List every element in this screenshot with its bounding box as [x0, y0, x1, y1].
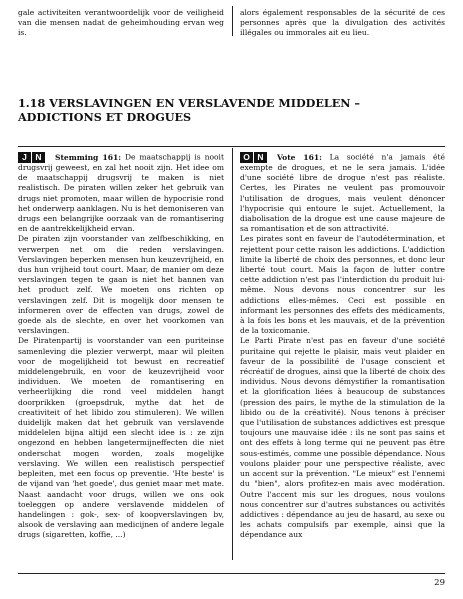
top-right-text: alors également responsables de la sécurité de ces personnes après que la divulgation des activités illégales ou immorales ait eu lieu. [240, 8, 445, 38]
left-column-dutch [18, 152, 224, 541]
right-vote-intro: La société n'a jamais été exempte de drogues, et ne le sera jamais. L'idée d'une société libre de drogue n'est pas réaliste. Certes, les Pirates ne veulent pas promouvoir l'utilisation de drogues, mais veulent dénoncer l'hypocrisie qui entoure le sujet. Actuellement, la diabolisation de la drogue est une cause majeure de sa romantisation et de son attractivité. [240, 152, 445, 234]
vote-badge-o: O [240, 152, 253, 163]
section-rule-top [18, 146, 445, 147]
top-left-text: gale activiteiten verantwoordelijk voor de veiligheid van die mensen nadat de geheimhouding ervan weg is. [18, 8, 224, 38]
vote-badge-n-right: N [254, 152, 267, 163]
page-number: 29 [434, 578, 445, 588]
vote-badge-j: J [18, 152, 31, 163]
right-paragraph-2: Les pirates sont en faveur de l'autodétermination, et rejettent pour cette raison les addictions. L'addiction limite la liberté de choix des personnes, et donc leur liberté tout court. Mais la façon de lutter contre cette addiction n'est pas l'interdiction du produit lui-même. Nous devons nous concentrer sur les addictions elles-mêmes. Ceci est possible en informant les personnes des effets des médicaments, à la fois les bons et les mauvais, et de la prévention de la toxicomanie. [240, 234, 445, 336]
right-vote-label: Vote 161: [277, 152, 322, 162]
left-vote-label: Stemming 161: [55, 152, 122, 162]
top-column-divider [232, 6, 233, 36]
left-vote-paragraph [18, 152, 224, 234]
main-column-divider [232, 148, 233, 560]
left-vote-intro: De maatschappij is nooit drugsvrij geweest, en zal het nooit zijn. Het idee om de maatschappij drugsvrij te maken is niet realistisch. De piraten willen zeker het gebruik van drugs niet promoten, maar willen de hypocrisie rond het onderwerp aanklagen. Nu is het demoniseren van drugs een belangrijke oorzaak van de romantisering en de aantrekkelijkheid ervan. [18, 152, 225, 234]
footer-rule [18, 573, 445, 574]
left-paragraph-2: De piraten zijn voorstander van zelfbeschikking, en verwerpen net om die reden verslavingen. Verslavingen beperken mensen hun keuzevrijheid, en dus hun vrijheid tout court. Maar, de manier om deze verslavingen tegen te gaan is niet het bannen van het product zelf. We moeten ons richten op verslavingen zelf. Dit is mogelijk door mensen te informeren over de effecten van drugs, zowel de goede als de slechte, en over het voorkomen van verslavingen. [18, 234, 224, 336]
right-paragraph-3: Le Parti Pirate n'est pas en faveur d'une société puritaine qui rejette le plaisir, mais veut plaider en faveur de la possibilité de l'usage conscient et récréatif de drogues, ainsi que la liberté de choix des individus. Nous devons démystifier la romantisation et la glorification liées à beaucoup de substances (pression des pairs, le mythe de la stimulation de la libido ou de la créativité). Nous tenons à préciser que l'utilisation de substances addictives est presque toujours une mauvaise idée : ils ne sont pas sains et ont des effets à long terme qui ne peuvent pas être sous-estimés, comme une possible dépendance. Nous voulons plaider pour une perspective réaliste, avec un accent sur la prévention. "Le mieux" est l'ennemi du "bien", alors profitez-en mais avec modération. Outre l'accent mis sur les drogues, nous voulons nous concentrer sur d'autres substances ou activités addictives : dépendance au jeu de hasard, au sexe ou les achats compulsifs par exemple, ainsi que la dépendance aux [240, 336, 445, 540]
left-paragraph-3: De Piratenpartij is voorstander van een puriteinse samenleving die plezier verwerpt, maar wil pleiten voor de mogelijkheid tot bewust en recreatief middelengebruik, en voor de keuzevrijheid voor individuen. We moeten de romantisering en verheerlijking die rond veel middelen hangt doorprikken (groepsdruk, mythe dat het de creativiteit of het libido zou stimuleren). We willen duidelijk maken dat het gebruik van verslavende middelelen bijna altijd een slecht idee is : ze zijn ongezond en hebben langetermijneffecten die niet onderschat mogen worden, zoals mogelijke verslaving. We willen een realistisch perspectief bepleiten, met een focus op preventie. 'Hte beste' is de vijand van 'het goede', dus geniet maar met mate. Naast aandacht voor drugs, willen we ons ook toeleggen op andere verslavende middelen of handelingen : gok-, sex- of koopverslavingen bv, alsook de verslaving aan medicijnen of andere legale drugs (sigaretten, koffie, ...) [18, 336, 224, 540]
right-column-french [240, 152, 445, 541]
vote-badge-n: N [32, 152, 45, 163]
right-vote-paragraph [240, 152, 445, 234]
section-heading: 1.18 VERSLAVINGEN EN VERSLAVENDE MIDDELEN – ADDICTIONS ET DROGUES [18, 96, 360, 124]
